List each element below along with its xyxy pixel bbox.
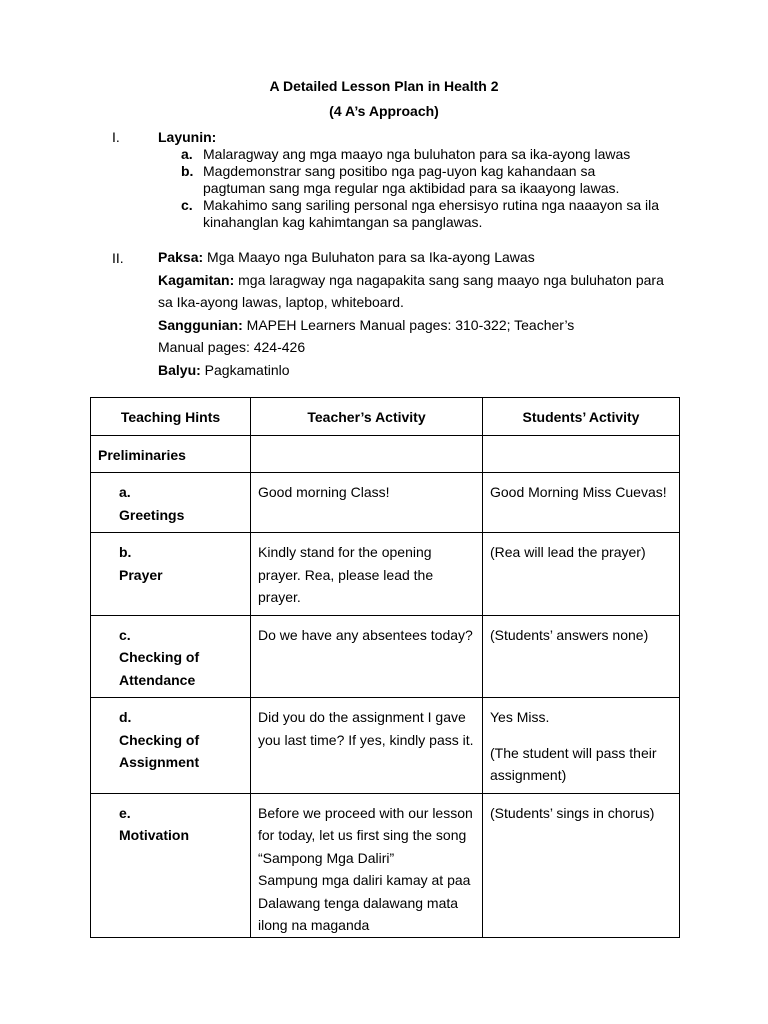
students-cell: Good Morning Miss Cuevas! [483,473,680,533]
teacher-text: Before we proceed with our lesson for today, let us first sing the song “Sampong Mga Daliri” [258,804,473,866]
sanggunian-label: Sanggunian: [158,316,243,333]
section-2-number: II. [112,250,124,266]
song-line: Sampung mga daliri kamay at paa [258,872,471,888]
hint-letter: c. [119,626,131,643]
song-line: Dalawang tenga dalawang mata ilong na maganda [258,894,459,933]
table-row [91,793,680,937]
objective-text: Magdemonstrar sang positibo nga pag-uyon kag kahandaan sa pagtuman sang mga regular nga aktibidad para sa ikaayong lawas. [203,163,620,196]
teacher-cell: Do we have any absentees today? [251,615,483,698]
paksa-label: Paksa: [158,249,204,265]
hint-letter: b. [119,544,132,560]
kagamitan-value: mga laragway nga nagapakita sang sang maayo nga buluhaton para sa Ika-ayong lawas, laptop, whiteboard. [158,271,664,310]
teacher-cell [251,793,483,937]
section-1-heading: Layunin: [158,129,217,145]
table-cell [483,435,680,473]
table-row [91,615,680,698]
hint-letter: d. [119,709,132,725]
hint-cell [91,615,251,698]
paksa-value: Mga Maayo nga Buluhaton para sa Ika-ayong Lawas [203,249,535,265]
sanggunian-line [158,314,618,359]
hint-text: Prayer [119,566,163,583]
objective-letter: a. [181,146,193,162]
objective-b [181,163,681,197]
table-row [91,698,680,794]
objective-text: Malaragway ang mga maayo nga buluhaton para sa ika-ayong lawas [203,146,631,162]
lesson-plan-table [90,397,680,938]
teacher-cell: Did you do the assignment I gave you last time? If yes, kindly pass it. [251,698,483,794]
sanggunian-value: MAPEH Learners Manual pages: 310-322; Teacher’s Manual pages: 424-426 [158,316,575,355]
paksa-line [158,246,698,269]
students-text: Yes Miss. [490,709,550,725]
students-cell: (Students’ answers none) [483,615,680,698]
teacher-cell: Good morning Class! [251,473,483,533]
kagamitan-label: Kagamitan: [158,271,235,288]
objective-text: Makahimo sang sariling personal nga ehersisyo rutina nga naaayon sa ila kinahanglan kag kahimtangan sa panglawas. [203,197,660,230]
objective-c [181,197,681,231]
hint-cell [91,533,251,616]
teacher-cell: Kindly stand for the opening prayer. Rea, please lead the prayer. [251,533,483,616]
preliminaries-label: Preliminaries [91,435,251,473]
hint-text: Motivation [119,827,189,843]
hint-text: Checking of Assignment [119,731,200,770]
document-title: A Detailed Lesson Plan in Health 2 [269,78,499,94]
section-2-content [158,246,698,381]
table-row [91,435,680,473]
objective-a [181,146,681,163]
table-cell [251,435,483,473]
objective-letter: c. [181,197,193,213]
header-teacher-activity: Teacher’s Activity [251,398,483,436]
hint-letter: a. [119,484,131,500]
hint-text: Greetings [119,506,185,523]
kagamitan-line [158,269,678,314]
hint-cell [91,473,251,533]
hint-cell [91,793,251,937]
hint-cell [91,698,251,794]
students-cell: (Students’ sings in chorus) [483,793,680,937]
students-text: (The student will pass their assignment) [490,744,657,783]
table-header-row [91,398,680,436]
balyu-label: Balyu: [158,361,201,378]
header-students-activity: Students’ Activity [483,398,680,436]
document-subtitle: (4 A’s Approach) [329,103,439,119]
objective-letter: b. [181,163,194,179]
students-cell: (Rea will lead the prayer) [483,533,680,616]
hint-letter: e. [119,804,131,821]
balyu-value: Pagkamatinlo [200,361,290,378]
hint-text: Checking of Attendance [119,649,200,688]
students-cell [483,698,680,794]
header-teaching-hints: Teaching Hints [91,398,251,436]
table-row [91,473,680,533]
table-row [91,533,680,616]
balyu-line [158,359,698,382]
section-1-number: I. [112,129,120,145]
